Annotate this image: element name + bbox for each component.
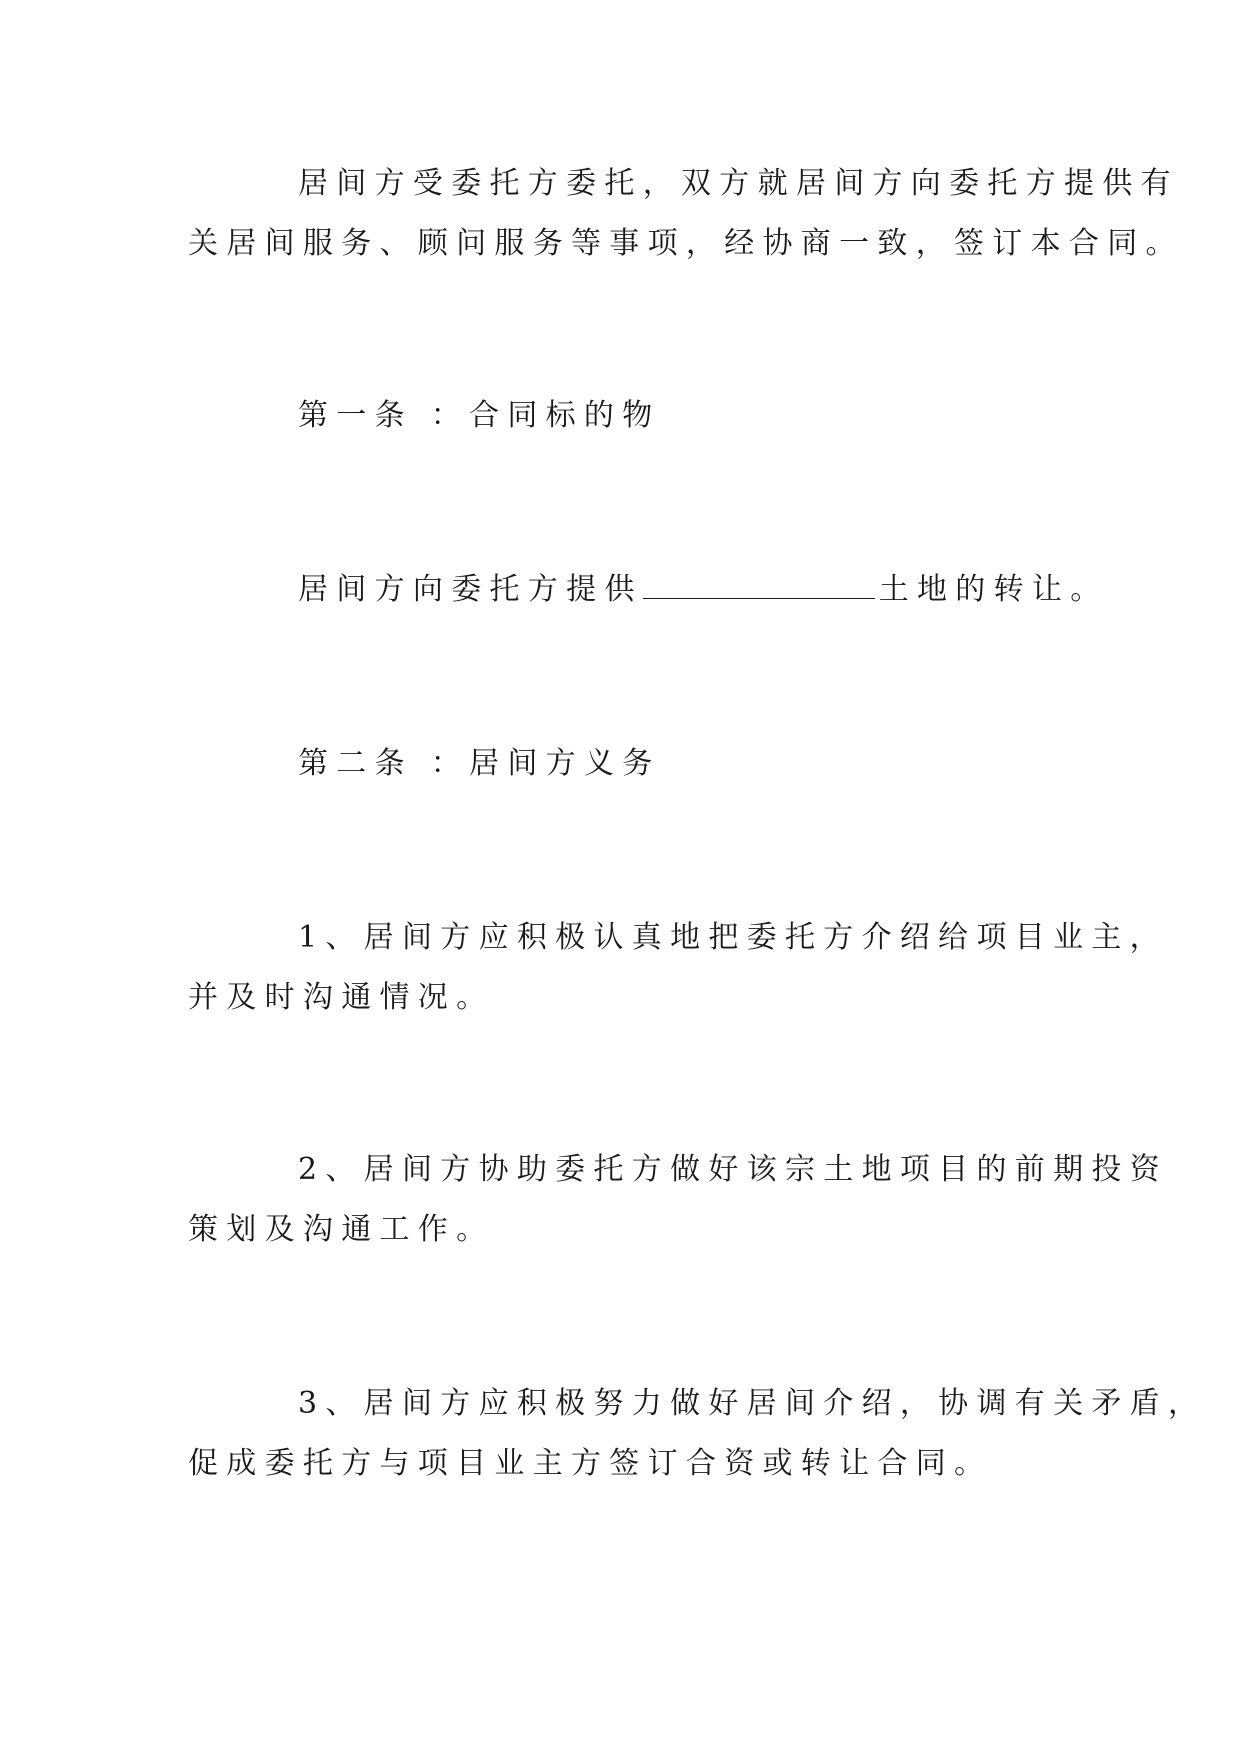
- article-1-body: [298, 570, 1109, 610]
- blank-underline: [643, 597, 875, 599]
- intro-line-1: 居间方受委托方委托，双方就居间方向委托方提供有: [298, 166, 1179, 201]
- article-2-item-1-line-2: 并及时沟通情况。: [188, 980, 495, 1015]
- article-1-heading: 第一条 ：合同标的物: [298, 398, 661, 433]
- intro-line-2: 关居间服务、顾问服务等事项，经协商一致，签订本合同。: [188, 226, 1184, 261]
- article-2-item-1-line-1: 1、居间方应积极认真地把委托方介绍给项目业主，: [298, 920, 1168, 955]
- article-2-item-3-line-2: 促成委托方与项目业主方签订合资或转让合同。: [188, 1446, 993, 1481]
- article-1-body-after: 土地的转让。: [878, 572, 1109, 607]
- article-1-body-before: 居间方向委托方提供: [298, 572, 643, 607]
- article-2-heading: 第二条 ：居间方义务: [298, 746, 661, 781]
- article-2-item-2-line-1: 2、居间方协助委托方做好该宗土地项目的前期投资: [298, 1152, 1168, 1187]
- article-2-item-2-line-2: 策划及沟通工作。: [188, 1212, 495, 1247]
- article-2-item-3-line-1: 3、居间方应积极努力做好居间介绍，协调有关矛盾，: [298, 1386, 1207, 1421]
